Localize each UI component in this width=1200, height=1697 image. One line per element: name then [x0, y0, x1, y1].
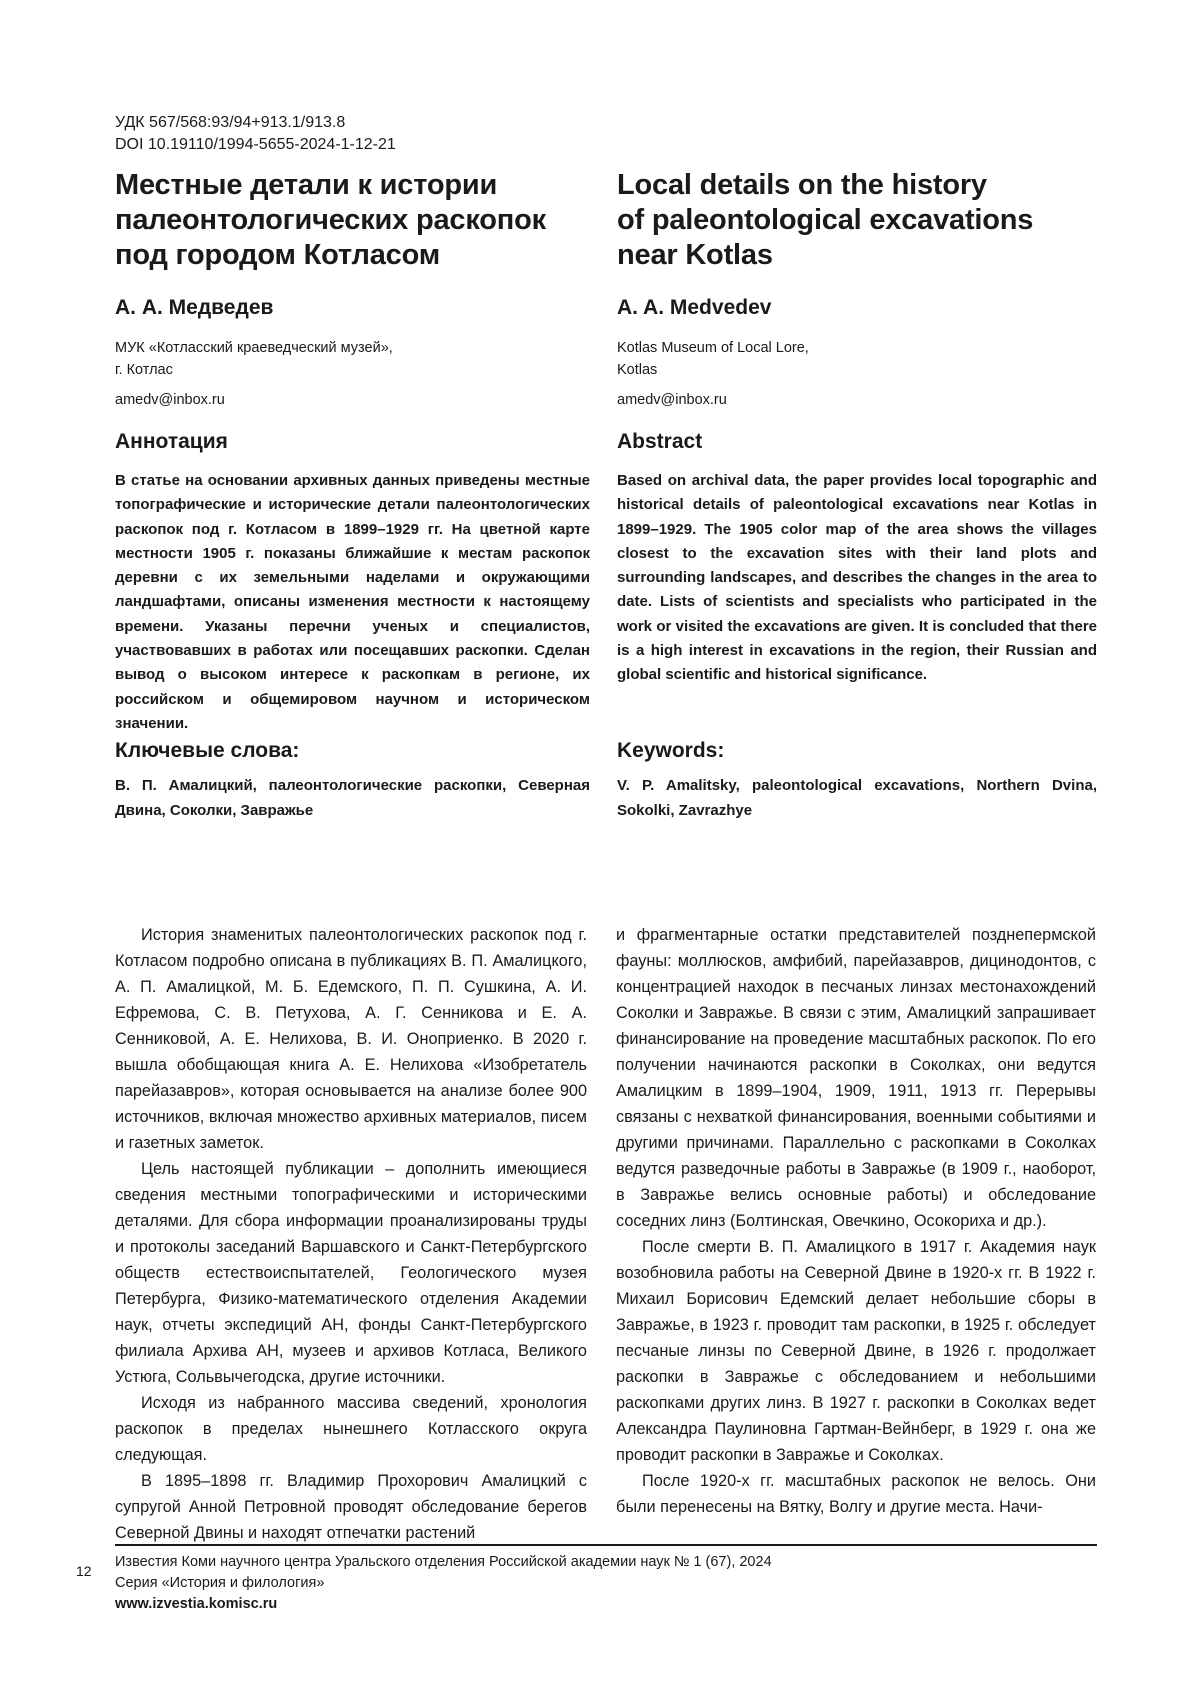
english-affiliation: [617, 337, 1097, 381]
journal-url[interactable]: www.izvestia.komisc.ru: [115, 1596, 278, 1612]
russian-title-line: под городом Котласом: [115, 239, 440, 271]
body-paragraph: В 1895–1898 гг. Владимир Прохорович Амалицкий с супругой Анной Петровной проводят обследование берегов Северной Двины и находят отпечатки растений: [115, 1472, 587, 1542]
russian-abstract: В статье на основании архивных данных приведены местные топографические и исторические детали палеонтологических раскопок под г. Котласом в 1899–1929 гг. На цветной карте местности 1905 г. показаны ближайшие к местам раскопок деревни с их земельными наделами и окружающими ландшафтами, описаны изменения местности к настоящему времени. Указаны перечни ученых и специалистов, участвовавших в работах или посещавших раскопки. Сделан вывод о высоком интересе к раскопкам в регионе, их российском и общемировом научном и историческом значении.: [115, 472, 590, 732]
russian-abstract-heading: Аннотация: [115, 430, 228, 453]
russian-title: [115, 168, 590, 273]
russian-title-line: палеонтологических раскопок: [115, 204, 546, 236]
affiliation-line: Kotlas Museum of Local Lore,: [617, 340, 809, 356]
english-email: amedv@inbox.ru: [617, 392, 727, 408]
russian-affiliation: [115, 337, 590, 381]
russian-title-line: Местные детали к истории: [115, 169, 498, 201]
russian-keywords-heading: Ключевые слова:: [115, 739, 300, 762]
english-title-line: of paleontological excavations: [617, 204, 1034, 236]
english-author: A. A. Medvedev: [617, 296, 772, 319]
english-title-line: Local details on the history: [617, 169, 987, 201]
english-keywords: V. P. Amalitsky, paleontological excavations, Northern Dvina, Sokolki, Zavrazhye: [617, 777, 1097, 819]
russian-author: А. А. Медведев: [115, 296, 274, 319]
affiliation-line: г. Котлас: [115, 362, 173, 378]
russian-header-column: [115, 168, 590, 736]
footer-divider: [115, 1544, 1097, 1546]
affiliation-line: Kotlas: [617, 362, 658, 378]
journal-series: Серия «История и филология»: [115, 1575, 325, 1591]
doi: DOI 10.19110/1994-5655-2024-1-12-21: [115, 136, 396, 153]
english-abstract-heading: Abstract: [617, 430, 703, 453]
english-keywords-heading: Keywords:: [617, 739, 725, 762]
article-metadata: [115, 112, 396, 156]
body-paragraph: Исходя из набранного массива сведений, хронология раскопок в пределах нынешнего Котласского округа следующая.: [115, 1394, 587, 1464]
russian-keywords: В. П. Амалицкий, палеонтологические раскопки, Северная Двина, Соколки, Завражье: [115, 777, 590, 819]
body-column-left: [115, 922, 587, 1546]
journal-name: Известия Коми научного центра Уральского отделения Российской академии наук № 1 (67), 2024: [115, 1554, 772, 1570]
body-paragraph: История знаменитых палеонтологических раскопок под г. Котласом подробно описана в публикациях В. П. Амалицкого, А. П. Амалицкой, М. Б. Едемского, П. П. Сушкина, А. И. Ефремова, С. В. Петухова, А. Г. Сенникова и Е. А. Сенниковой, А. Е. Нелихова, В. И. Оноприенко. В 2020 г. вышла обобщающая книга А. Е. Нелихова «Изобретатель парейазавров», которая основывается на анализе более 900 источников, включая множество архивных материалов, писем и газетных заметок.: [115, 926, 587, 1152]
journal-footer: [115, 1552, 772, 1615]
body-paragraph: После 1920-х гг. масштабных раскопок не велось. Они были перенесены на Вятку, Волгу и другие места. Начи-: [616, 1472, 1096, 1516]
body-paragraph: Цель настоящей публикации – дополнить имеющиеся сведения местными топографическими и историческими деталями. Для сбора информации проанализированы труды и протоколы заседаний Варшавского и Санкт-Петербургского обществ естествоиспытателей, Геологического музея Петербурга, Физико-математического отделения Академии наук, отчеты экспедиций АН, фонды Санкт-Петербургского филиала Архива АН, музеев и архивов Котласа, Великого Устюга, Сольвычегодска, другие источники.: [115, 1160, 587, 1386]
page-number: 12: [76, 1563, 92, 1579]
english-title: [617, 168, 1097, 273]
body-column-right: [616, 922, 1096, 1520]
body-paragraph-continuation: и фрагментарные остатки представителей позднепермской фауны: моллюсков, амфибий, парейазавров, дицинодонтов, с концентрацией находок в песчаных линзах местонахождений Соколки и Завражье. В связи с этим, Амалицкий запрашивает финансирование на проведение масштабных раскопок. По его получении начинаются раскопки в Соколках, они ведутся Амалицким в 1899–1904, 1909, 1911, 1913 гг. Перерывы связаны с нехваткой финансирования, военными событиями и другими причинами. Параллельно с раскопками в Соколках ведутся разведочные работы в Завражье (в 1909 г., наоборот, в Завражье велись основные работы) и обследование соседних линз (Болтинская, Овечкино, Осокориха и др.).: [616, 926, 1096, 1230]
english-abstract: Based on archival data, the paper provides local topographic and historical details of paleontological excavations near Kotlas in 1899–1929. The 1905 color map of the area shows the villages closest to the excavation sites with their land plots and surrounding landscapes, and describes the changes in the area to date. Lists of scientists and specialists who participated in the work or visited the excavations are given. It is concluded that there is a high interest in excavations in the region, their Russian and global scientific and historical significance.: [617, 472, 1097, 684]
english-title-line: near Kotlas: [617, 239, 773, 271]
body-paragraph: После смерти В. П. Амалицкого в 1917 г. Академия наук возобновила работы на Северной Двине в 1920-х гг. В 1922 г. Михаил Борисович Едемский делает небольшие сборы в Завражье, в 1923 г. проводит там раскопки, в 1925 г. обследует песчаные линзы по Северной Двине, в 1926 г. продолжает раскопки в Завражье с обследованием и небольшими раскопками других линз. В 1927 г. раскопки в Соколках ведет Александра Паулиновна Гартман-Вейнберг, в 1929 г. она же проводит раскопки в Завражье и Соколках.: [616, 1238, 1096, 1464]
affiliation-line: МУК «Котласский краеведческий музей»,: [115, 340, 393, 356]
udc-code: УДК 567/568:93/94+913.1/913.8: [115, 114, 346, 131]
russian-email: amedv@inbox.ru: [115, 392, 225, 408]
english-header-column: [617, 168, 1097, 688]
